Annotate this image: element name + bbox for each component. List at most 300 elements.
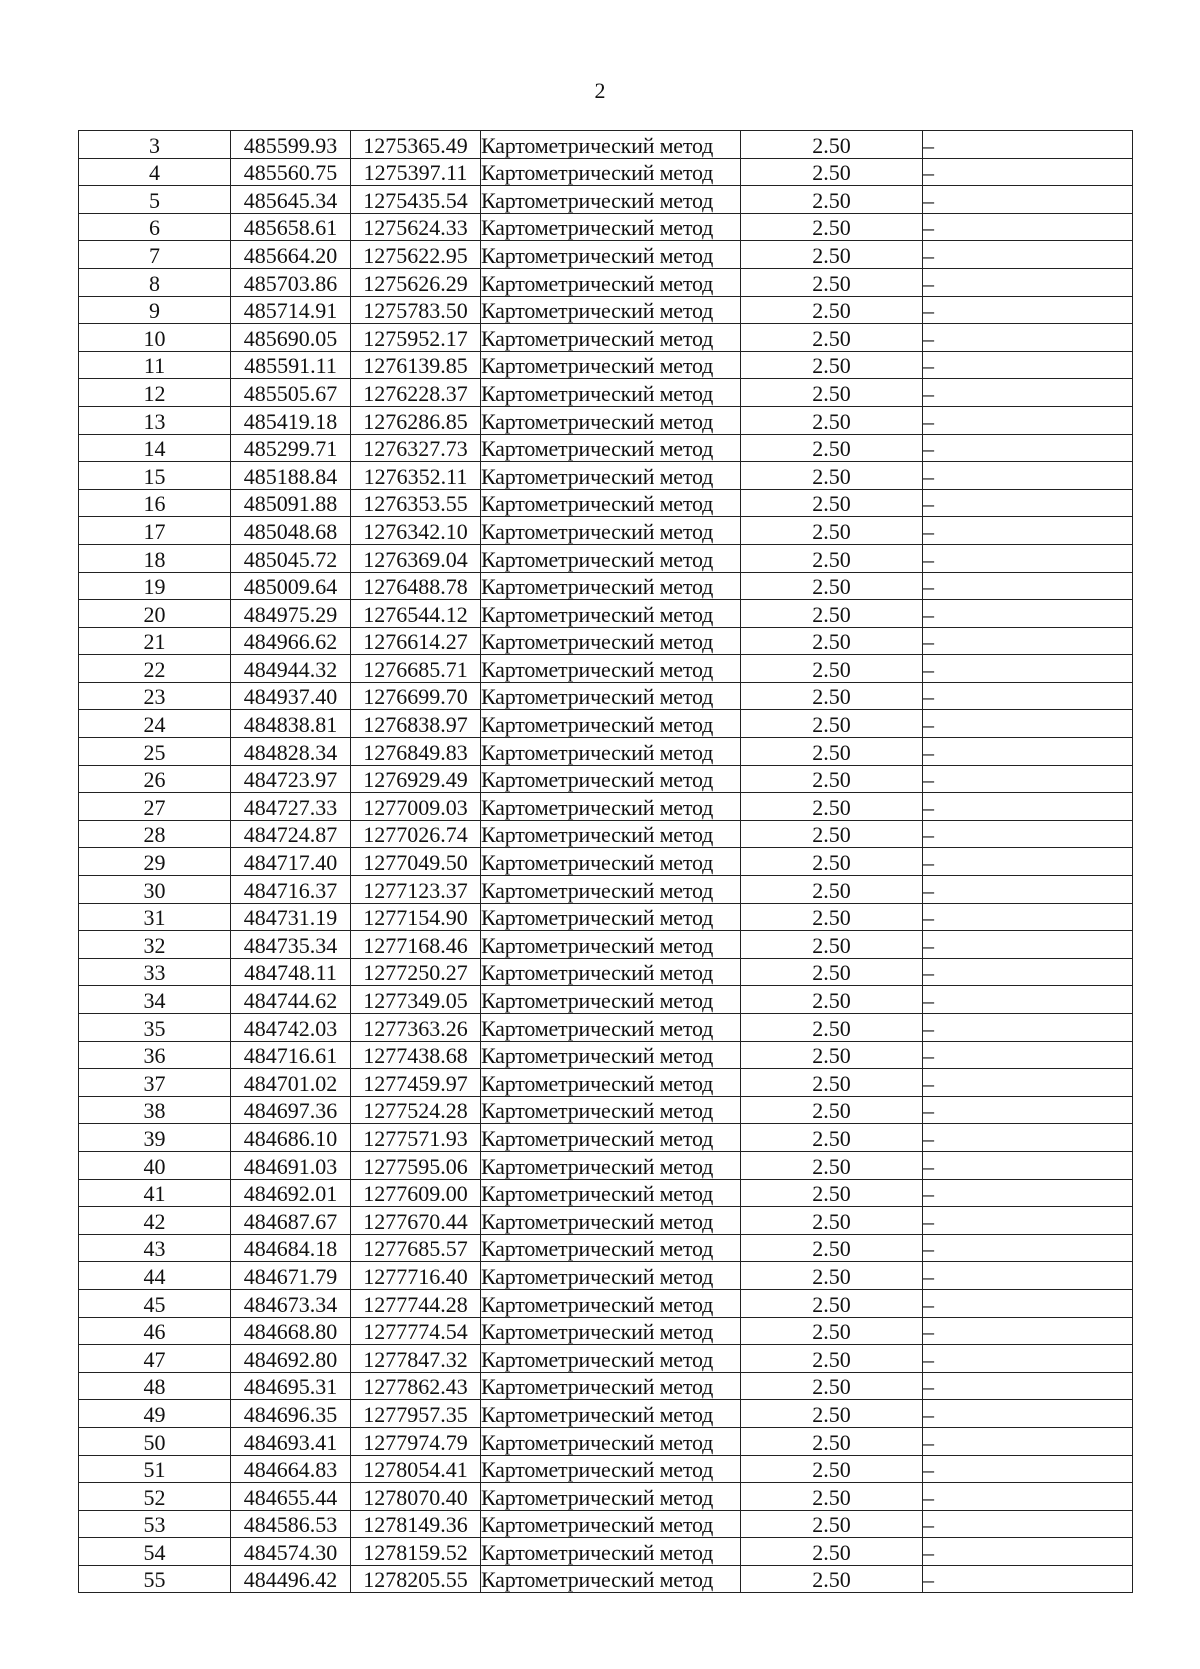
x-coordinate-cell: 485560.75 (231, 158, 351, 186)
x-coordinate-cell: 484717.40 (231, 848, 351, 876)
x-coordinate-cell: 484691.03 (231, 1151, 351, 1179)
point-number-cell: 14 (79, 434, 231, 462)
x-coordinate-cell: 485009.64 (231, 572, 351, 600)
description-cell: – (923, 268, 1133, 296)
table-row (79, 1179, 1133, 1207)
accuracy-cell: 2.50 (741, 158, 923, 186)
accuracy-cell: 2.50 (741, 1289, 923, 1317)
y-coordinate-cell: 1277123.37 (351, 876, 481, 904)
method-cell: Картометрический метод (481, 1400, 741, 1428)
table-row (79, 1345, 1133, 1373)
description-cell: – (923, 848, 1133, 876)
x-coordinate-cell: 485188.84 (231, 462, 351, 490)
x-coordinate-cell: 485045.72 (231, 544, 351, 572)
description-cell: – (923, 186, 1133, 214)
accuracy-cell: 2.50 (741, 1345, 923, 1373)
description-cell: – (923, 158, 1133, 186)
x-coordinate-cell: 484724.87 (231, 820, 351, 848)
point-number-cell: 34 (79, 986, 231, 1014)
table-row (79, 986, 1133, 1014)
point-number-cell: 37 (79, 1069, 231, 1097)
method-cell: Картометрический метод (481, 379, 741, 407)
description-cell: – (923, 1041, 1133, 1069)
coordinates-table (78, 130, 1133, 1593)
y-coordinate-cell: 1277363.26 (351, 1014, 481, 1042)
table-row (79, 876, 1133, 904)
table-row (79, 820, 1133, 848)
x-coordinate-cell: 484692.80 (231, 1345, 351, 1373)
method-cell: Картометрический метод (481, 1234, 741, 1262)
description-cell: – (923, 1538, 1133, 1566)
description-cell: – (923, 682, 1133, 710)
x-coordinate-cell: 484664.83 (231, 1455, 351, 1483)
table-row (79, 489, 1133, 517)
description-cell: – (923, 379, 1133, 407)
accuracy-cell: 2.50 (741, 848, 923, 876)
description-cell: – (923, 1014, 1133, 1042)
y-coordinate-cell: 1276327.73 (351, 434, 481, 462)
y-coordinate-cell: 1275435.54 (351, 186, 481, 214)
table-row (79, 1096, 1133, 1124)
accuracy-cell: 2.50 (741, 213, 923, 241)
y-coordinate-cell: 1278149.36 (351, 1510, 481, 1538)
description-cell: – (923, 1455, 1133, 1483)
description-cell: – (923, 903, 1133, 931)
table-row (79, 931, 1133, 959)
method-cell: Картометрический метод (481, 1455, 741, 1483)
x-coordinate-cell: 484742.03 (231, 1014, 351, 1042)
accuracy-cell: 2.50 (741, 1455, 923, 1483)
point-number-cell: 7 (79, 241, 231, 269)
method-cell: Картометрический метод (481, 1124, 741, 1152)
method-cell: Картометрический метод (481, 627, 741, 655)
method-cell: Картометрический метод (481, 1041, 741, 1069)
point-number-cell: 38 (79, 1096, 231, 1124)
y-coordinate-cell: 1277009.03 (351, 793, 481, 821)
y-coordinate-cell: 1276369.04 (351, 544, 481, 572)
table-row (79, 903, 1133, 931)
y-coordinate-cell: 1276544.12 (351, 600, 481, 628)
accuracy-cell: 2.50 (741, 1427, 923, 1455)
x-coordinate-cell: 484684.18 (231, 1234, 351, 1262)
description-cell: – (923, 1179, 1133, 1207)
x-coordinate-cell: 484693.41 (231, 1427, 351, 1455)
method-cell: Картометрический метод (481, 351, 741, 379)
method-cell: Картометрический метод (481, 1538, 741, 1566)
x-coordinate-cell: 485664.20 (231, 241, 351, 269)
table-row (79, 1538, 1133, 1566)
method-cell: Картометрический метод (481, 1069, 741, 1097)
description-cell: – (923, 434, 1133, 462)
y-coordinate-cell: 1278205.55 (351, 1565, 481, 1593)
x-coordinate-cell: 484697.36 (231, 1096, 351, 1124)
point-number-cell: 39 (79, 1124, 231, 1152)
point-number-cell: 17 (79, 517, 231, 545)
accuracy-cell: 2.50 (741, 544, 923, 572)
table-row (79, 848, 1133, 876)
point-number-cell: 24 (79, 710, 231, 738)
method-cell: Картометрический метод (481, 131, 741, 159)
x-coordinate-cell: 484696.35 (231, 1400, 351, 1428)
accuracy-cell: 2.50 (741, 1234, 923, 1262)
accuracy-cell: 2.50 (741, 489, 923, 517)
table-row (79, 241, 1133, 269)
x-coordinate-cell: 485645.34 (231, 186, 351, 214)
method-cell: Картометрический метод (481, 296, 741, 324)
y-coordinate-cell: 1277571.93 (351, 1124, 481, 1152)
x-coordinate-cell: 484828.34 (231, 738, 351, 766)
description-cell: – (923, 517, 1133, 545)
table-row (79, 1151, 1133, 1179)
y-coordinate-cell: 1277716.40 (351, 1262, 481, 1290)
method-cell: Картометрический метод (481, 1345, 741, 1373)
y-coordinate-cell: 1278070.40 (351, 1483, 481, 1511)
method-cell: Картометрический метод (481, 848, 741, 876)
accuracy-cell: 2.50 (741, 1317, 923, 1345)
y-coordinate-cell: 1276353.55 (351, 489, 481, 517)
x-coordinate-cell: 484735.34 (231, 931, 351, 959)
method-cell: Картометрический метод (481, 544, 741, 572)
y-coordinate-cell: 1276614.27 (351, 627, 481, 655)
table-row (79, 1455, 1133, 1483)
point-number-cell: 26 (79, 765, 231, 793)
description-cell: – (923, 1372, 1133, 1400)
point-number-cell: 3 (79, 131, 231, 159)
y-coordinate-cell: 1277524.28 (351, 1096, 481, 1124)
point-number-cell: 21 (79, 627, 231, 655)
y-coordinate-cell: 1277957.35 (351, 1400, 481, 1428)
x-coordinate-cell: 485299.71 (231, 434, 351, 462)
accuracy-cell: 2.50 (741, 1041, 923, 1069)
table-row (79, 1483, 1133, 1511)
method-cell: Картометрический метод (481, 793, 741, 821)
x-coordinate-cell: 484701.02 (231, 1069, 351, 1097)
accuracy-cell: 2.50 (741, 1262, 923, 1290)
y-coordinate-cell: 1276342.10 (351, 517, 481, 545)
y-coordinate-cell: 1277026.74 (351, 820, 481, 848)
method-cell: Картометрический метод (481, 462, 741, 490)
method-cell: Картометрический метод (481, 931, 741, 959)
description-cell: – (923, 1096, 1133, 1124)
table-row (79, 131, 1133, 159)
y-coordinate-cell: 1277774.54 (351, 1317, 481, 1345)
coordinates-table-body (79, 131, 1133, 1593)
table-row (79, 1262, 1133, 1290)
y-coordinate-cell: 1276488.78 (351, 572, 481, 600)
description-cell: – (923, 986, 1133, 1014)
table-row (79, 1427, 1133, 1455)
point-number-cell: 8 (79, 268, 231, 296)
x-coordinate-cell: 484687.67 (231, 1207, 351, 1235)
y-coordinate-cell: 1277685.57 (351, 1234, 481, 1262)
accuracy-cell: 2.50 (741, 627, 923, 655)
table-row (79, 765, 1133, 793)
table-row (79, 434, 1133, 462)
point-number-cell: 6 (79, 213, 231, 241)
method-cell: Картометрический метод (481, 1289, 741, 1317)
point-number-cell: 48 (79, 1372, 231, 1400)
accuracy-cell: 2.50 (741, 876, 923, 904)
description-cell: – (923, 462, 1133, 490)
accuracy-cell: 2.50 (741, 296, 923, 324)
description-cell: – (923, 351, 1133, 379)
description-cell: – (923, 241, 1133, 269)
method-cell: Картометрический метод (481, 1372, 741, 1400)
table-row (79, 793, 1133, 821)
method-cell: Картометрический метод (481, 158, 741, 186)
description-cell: – (923, 131, 1133, 159)
method-cell: Картометрический метод (481, 765, 741, 793)
y-coordinate-cell: 1275952.17 (351, 324, 481, 352)
description-cell: – (923, 627, 1133, 655)
method-cell: Картометрический метод (481, 682, 741, 710)
method-cell: Картометрический метод (481, 1510, 741, 1538)
method-cell: Картометрический метод (481, 268, 741, 296)
table-row (79, 406, 1133, 434)
method-cell: Картометрический метод (481, 1207, 741, 1235)
page-number: 2 (594, 78, 606, 103)
x-coordinate-cell: 485591.11 (231, 351, 351, 379)
x-coordinate-cell: 484686.10 (231, 1124, 351, 1152)
description-cell: – (923, 1234, 1133, 1262)
point-number-cell: 44 (79, 1262, 231, 1290)
table-row (79, 710, 1133, 738)
x-coordinate-cell: 484496.42 (231, 1565, 351, 1593)
point-number-cell: 15 (79, 462, 231, 490)
method-cell: Картометрический метод (481, 517, 741, 545)
description-cell: – (923, 1207, 1133, 1235)
accuracy-cell: 2.50 (741, 517, 923, 545)
method-cell: Картометрический метод (481, 876, 741, 904)
description-cell: – (923, 572, 1133, 600)
y-coordinate-cell: 1277349.05 (351, 986, 481, 1014)
point-number-cell: 43 (79, 1234, 231, 1262)
y-coordinate-cell: 1277974.79 (351, 1427, 481, 1455)
accuracy-cell: 2.50 (741, 241, 923, 269)
table-row (79, 1372, 1133, 1400)
x-coordinate-cell: 485690.05 (231, 324, 351, 352)
method-cell: Картометрический метод (481, 572, 741, 600)
x-coordinate-cell: 484975.29 (231, 600, 351, 628)
accuracy-cell: 2.50 (741, 351, 923, 379)
table-row (79, 627, 1133, 655)
table-row (79, 682, 1133, 710)
accuracy-cell: 2.50 (741, 268, 923, 296)
table-row (79, 1400, 1133, 1428)
description-cell: – (923, 296, 1133, 324)
method-cell: Картометрический метод (481, 186, 741, 214)
point-number-cell: 16 (79, 489, 231, 517)
accuracy-cell: 2.50 (741, 958, 923, 986)
accuracy-cell: 2.50 (741, 1400, 923, 1428)
table-row (79, 351, 1133, 379)
x-coordinate-cell: 484695.31 (231, 1372, 351, 1400)
x-coordinate-cell: 484574.30 (231, 1538, 351, 1566)
description-cell: – (923, 738, 1133, 766)
table-row (79, 517, 1133, 545)
point-number-cell: 54 (79, 1538, 231, 1566)
accuracy-cell: 2.50 (741, 655, 923, 683)
description-cell: – (923, 655, 1133, 683)
x-coordinate-cell: 485658.61 (231, 213, 351, 241)
method-cell: Картометрический метод (481, 710, 741, 738)
accuracy-cell: 2.50 (741, 462, 923, 490)
table-row (79, 655, 1133, 683)
accuracy-cell: 2.50 (741, 186, 923, 214)
method-cell: Картометрический метод (481, 820, 741, 848)
table-row (79, 296, 1133, 324)
y-coordinate-cell: 1275365.49 (351, 131, 481, 159)
accuracy-cell: 2.50 (741, 986, 923, 1014)
description-cell: – (923, 1565, 1133, 1593)
method-cell: Картометрический метод (481, 655, 741, 683)
accuracy-cell: 2.50 (741, 1124, 923, 1152)
table-row (79, 572, 1133, 600)
table-row (79, 213, 1133, 241)
point-number-cell: 49 (79, 1400, 231, 1428)
y-coordinate-cell: 1275397.11 (351, 158, 481, 186)
y-coordinate-cell: 1275626.29 (351, 268, 481, 296)
table-row (79, 738, 1133, 766)
x-coordinate-cell: 484727.33 (231, 793, 351, 821)
accuracy-cell: 2.50 (741, 931, 923, 959)
y-coordinate-cell: 1277250.27 (351, 958, 481, 986)
table-row (79, 158, 1133, 186)
y-coordinate-cell: 1276685.71 (351, 655, 481, 683)
method-cell: Картометрический метод (481, 1014, 741, 1042)
method-cell: Картометрический метод (481, 1317, 741, 1345)
description-cell: – (923, 1317, 1133, 1345)
description-cell: – (923, 1151, 1133, 1179)
accuracy-cell: 2.50 (741, 1179, 923, 1207)
x-coordinate-cell: 484655.44 (231, 1483, 351, 1511)
method-cell: Картометрический метод (481, 489, 741, 517)
y-coordinate-cell: 1277168.46 (351, 931, 481, 959)
point-number-cell: 13 (79, 406, 231, 434)
description-cell: – (923, 406, 1133, 434)
description-cell: – (923, 765, 1133, 793)
y-coordinate-cell: 1275624.33 (351, 213, 481, 241)
y-coordinate-cell: 1277670.44 (351, 1207, 481, 1235)
method-cell: Картометрический метод (481, 1565, 741, 1593)
x-coordinate-cell: 485703.86 (231, 268, 351, 296)
point-number-cell: 29 (79, 848, 231, 876)
y-coordinate-cell: 1276228.37 (351, 379, 481, 407)
accuracy-cell: 2.50 (741, 903, 923, 931)
y-coordinate-cell: 1276286.85 (351, 406, 481, 434)
method-cell: Картометрический метод (481, 1179, 741, 1207)
accuracy-cell: 2.50 (741, 600, 923, 628)
y-coordinate-cell: 1277154.90 (351, 903, 481, 931)
x-coordinate-cell: 484716.37 (231, 876, 351, 904)
point-number-cell: 25 (79, 738, 231, 766)
point-number-cell: 10 (79, 324, 231, 352)
x-coordinate-cell: 485091.88 (231, 489, 351, 517)
accuracy-cell: 2.50 (741, 710, 923, 738)
x-coordinate-cell: 484966.62 (231, 627, 351, 655)
y-coordinate-cell: 1277847.32 (351, 1345, 481, 1373)
description-cell: – (923, 1345, 1133, 1373)
table-row (79, 268, 1133, 296)
accuracy-cell: 2.50 (741, 1069, 923, 1097)
point-number-cell: 11 (79, 351, 231, 379)
point-number-cell: 20 (79, 600, 231, 628)
y-coordinate-cell: 1276838.97 (351, 710, 481, 738)
accuracy-cell: 2.50 (741, 379, 923, 407)
y-coordinate-cell: 1277459.97 (351, 1069, 481, 1097)
y-coordinate-cell: 1278159.52 (351, 1538, 481, 1566)
table-row (79, 1069, 1133, 1097)
table-row (79, 544, 1133, 572)
table-row (79, 1014, 1133, 1042)
method-cell: Картометрический метод (481, 738, 741, 766)
description-cell: – (923, 324, 1133, 352)
table-row (79, 1317, 1133, 1345)
description-cell: – (923, 489, 1133, 517)
method-cell: Картометрический метод (481, 241, 741, 269)
accuracy-cell: 2.50 (741, 572, 923, 600)
point-number-cell: 4 (79, 158, 231, 186)
method-cell: Картометрический метод (481, 434, 741, 462)
method-cell: Картометрический метод (481, 1096, 741, 1124)
y-coordinate-cell: 1277744.28 (351, 1289, 481, 1317)
table-row (79, 1234, 1133, 1262)
x-coordinate-cell: 484838.81 (231, 710, 351, 738)
method-cell: Картометрический метод (481, 1262, 741, 1290)
point-number-cell: 5 (79, 186, 231, 214)
point-number-cell: 31 (79, 903, 231, 931)
x-coordinate-cell: 484744.62 (231, 986, 351, 1014)
y-coordinate-cell: 1277862.43 (351, 1372, 481, 1400)
point-number-cell: 30 (79, 876, 231, 904)
point-number-cell: 46 (79, 1317, 231, 1345)
accuracy-cell: 2.50 (741, 1014, 923, 1042)
point-number-cell: 53 (79, 1510, 231, 1538)
point-number-cell: 45 (79, 1289, 231, 1317)
accuracy-cell: 2.50 (741, 1483, 923, 1511)
x-coordinate-cell: 484586.53 (231, 1510, 351, 1538)
accuracy-cell: 2.50 (741, 434, 923, 462)
point-number-cell: 27 (79, 793, 231, 821)
table-row (79, 379, 1133, 407)
x-coordinate-cell: 485599.93 (231, 131, 351, 159)
y-coordinate-cell: 1278054.41 (351, 1455, 481, 1483)
method-cell: Картометрический метод (481, 958, 741, 986)
method-cell: Картометрический метод (481, 324, 741, 352)
description-cell: – (923, 544, 1133, 572)
table-row (79, 958, 1133, 986)
description-cell: – (923, 1400, 1133, 1428)
x-coordinate-cell: 484944.32 (231, 655, 351, 683)
point-number-cell: 22 (79, 655, 231, 683)
method-cell: Картометрический метод (481, 986, 741, 1014)
x-coordinate-cell: 484716.61 (231, 1041, 351, 1069)
y-coordinate-cell: 1277609.00 (351, 1179, 481, 1207)
accuracy-cell: 2.50 (741, 1510, 923, 1538)
point-number-cell: 36 (79, 1041, 231, 1069)
table-row (79, 1510, 1133, 1538)
y-coordinate-cell: 1276849.83 (351, 738, 481, 766)
description-cell: – (923, 1262, 1133, 1290)
description-cell: – (923, 710, 1133, 738)
x-coordinate-cell: 485048.68 (231, 517, 351, 545)
y-coordinate-cell: 1276139.85 (351, 351, 481, 379)
accuracy-cell: 2.50 (741, 820, 923, 848)
accuracy-cell: 2.50 (741, 738, 923, 766)
x-coordinate-cell: 484668.80 (231, 1317, 351, 1345)
accuracy-cell: 2.50 (741, 682, 923, 710)
point-number-cell: 33 (79, 958, 231, 986)
